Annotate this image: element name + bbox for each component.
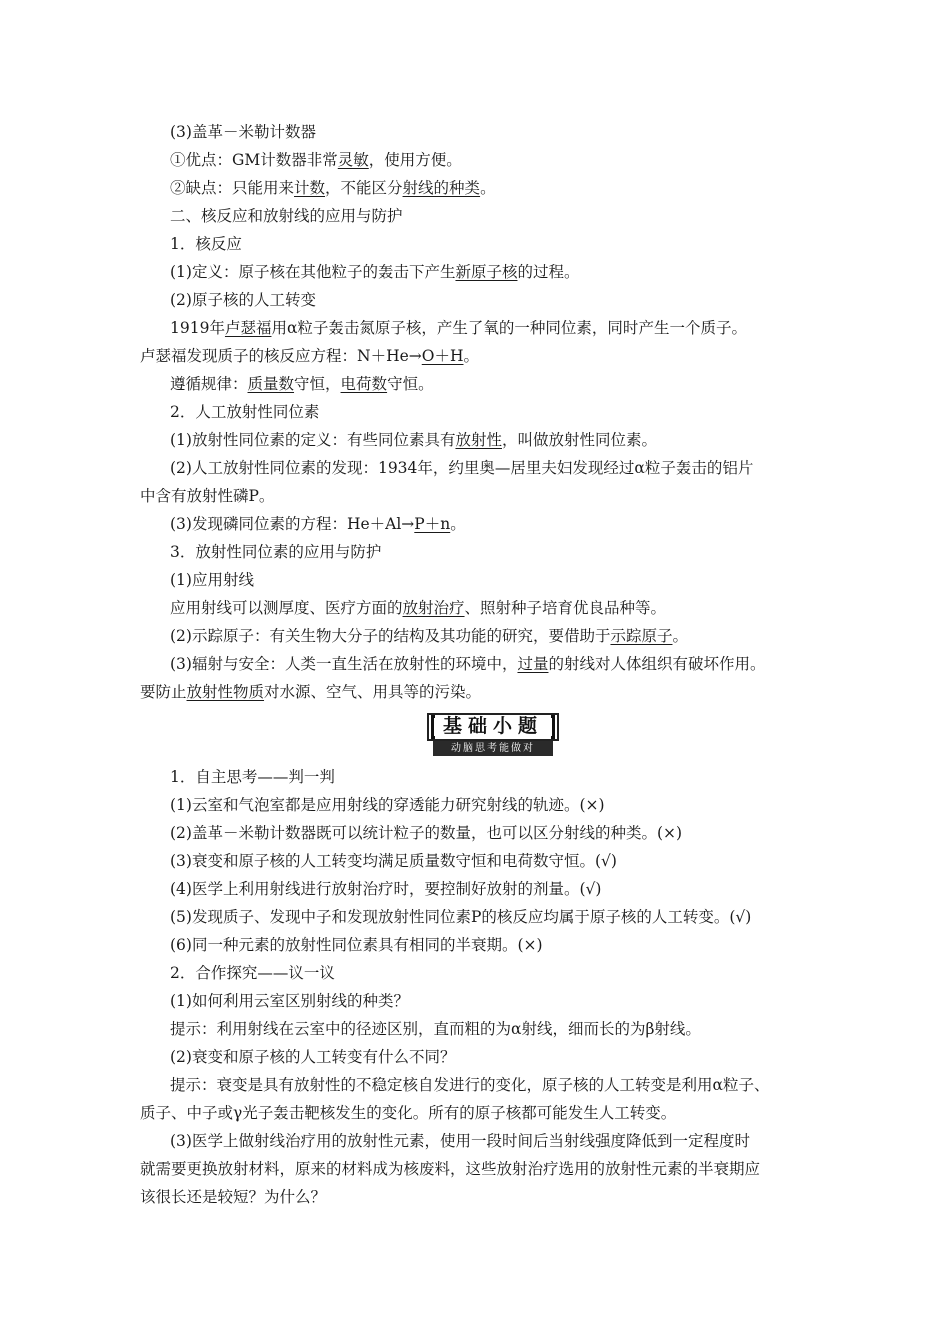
subheading-application: 3．放射性同位素的应用与防护 <box>170 543 382 561</box>
definition-line: (1)定义：原子核在其他粒子的轰击下产生新原子核的过程。 <box>170 263 580 281</box>
answer-2-line-1: 提示：衰变是具有放射性的不稳定核自发进行的变化，原子核的人工转变是利用α粒子、 <box>170 1076 770 1094</box>
blank-answer: 计数 <box>294 179 326 197</box>
geiger-counter-heading: (3)盖革－米勒计数器 <box>170 123 316 141</box>
quiz-item: (1)云室和气泡室都是应用射线的穿透能力研究射线的轨迹。(×) <box>170 796 605 814</box>
question-1: (1)如何利用云室区别射线的种类？ <box>170 992 409 1010</box>
quiz-item: (4)医学上利用射线进行放射治疗时，要控制好放射的剂量。(√) <box>170 880 602 898</box>
blank-answer: 灵敏 <box>337 151 369 169</box>
prevention-line: 要防止放射性物质对水源、空气、用具等的污染。 <box>140 683 482 701</box>
blank-answer: 过量 <box>517 655 549 673</box>
question-3-line-3: 该很长还是较短？为什么？ <box>140 1188 327 1206</box>
phosphorus-equation-line: (3)发现磷同位素的方程：He＋Al→P＋n。 <box>170 515 466 533</box>
blank-answer: 示踪原子 <box>610 627 673 645</box>
discovery-line-2: 中含有放射性磷P。 <box>140 487 275 505</box>
blank-answer: 卢瑟福 <box>224 319 272 337</box>
question-2: (2)衰变和原子核的人工转变有什么不同？ <box>170 1048 456 1066</box>
radiation-safety-line: (3)辐射与安全：人类一直生活在放射性的环境中，过量的射线对人体组织有破坏作用。 <box>170 655 766 673</box>
isotope-definition-line: (1)放射性同位素的定义：有些同位素具有放射性，叫做放射性同位素。 <box>170 431 657 449</box>
blank-answer: 放射性物质 <box>186 683 265 701</box>
subheading-isotopes: 2．人工放射性同位素 <box>170 403 320 421</box>
advantage-line: ①优点：GM计数器非常灵敏，使用方便。 <box>170 151 462 169</box>
blank-answer: 新原子核 <box>455 263 518 281</box>
blank-answer: 电荷数 <box>340 375 388 393</box>
blank-answer: 放射治疗 <box>402 599 465 617</box>
quiz-item: (2)盖革－米勒计数器既可以统计粒子的数量，也可以区分射线的种类。(×) <box>170 824 683 842</box>
banner-title: 基础小题 <box>442 715 543 737</box>
subheading-nuclear-reaction: 1．核反应 <box>170 235 242 253</box>
section-heading: 二、核反应和放射线的应用与防护 <box>170 207 403 225</box>
quiz-item: (3)衰变和原子核的人工转变均满足质量数守恒和电荷数守恒。(√) <box>170 852 617 870</box>
discovery-line-1: (2)人工放射性同位素的发现：1934年，约里奥—居里夫妇发现经过α粒子轰击的铝片 <box>170 459 754 477</box>
answer-1: 提示：利用射线在云室中的径迹区别，直而粗的为α射线，细而长的为β射线。 <box>170 1020 701 1038</box>
blank-answer: 放射性 <box>455 431 502 449</box>
quiz-item: (5)发现质子、发现中子和发现放射性同位素P的核反应均属于原子核的人工转变。(√) <box>170 908 752 926</box>
quiz-item: (6)同一种元素的放射性同位素具有相同的半衰期。(×) <box>170 936 543 954</box>
application-line: 应用射线可以测厚度、医疗方面的放射治疗、照射种子培育优良品种等。 <box>170 599 667 617</box>
tracer-line: (2)示踪原子：有关生物大分子的结构及其功能的研究，要借助于示踪原子。 <box>170 627 688 645</box>
blank-answer: O＋H <box>421 347 464 365</box>
question-3-line-1: (3)医学上做射线治疗用的放射性元素，使用一段时间后当射线强度降低到一定程度时 <box>170 1132 750 1150</box>
banner-subtitle: 动脑思考能做对 <box>451 743 535 754</box>
blank-answer: 射线的种类 <box>402 179 481 197</box>
quiz-heading-judge: 1．自主思考——判一判 <box>170 768 335 786</box>
blank-answer: 质量数 <box>247 375 295 393</box>
quiz-heading-discuss: 2．合作探究——议一议 <box>170 964 335 982</box>
reaction-equation-line: 卢瑟福发现质子的核反应方程：N＋He→O＋H。 <box>140 347 479 365</box>
artificial-transmutation-heading: (2)原子核的人工转变 <box>170 291 316 309</box>
question-3-line-2: 就需要更换放射材料，原来的材料成为核废料，这些放射治疗选用的放射性元素的半衰期应 <box>140 1160 761 1178</box>
application-heading: (1)应用射线 <box>170 571 254 589</box>
disadvantage-line: ②缺点：只能用来计数，不能区分射线的种类。 <box>170 179 496 197</box>
answer-2-line-2: 质子、中子或γ光子轰击靶核发生的变化。所有的原子核都可能发生人工转变。 <box>140 1104 677 1122</box>
conservation-law-line: 遵循规律：质量数守恒，电荷数守恒。 <box>170 375 434 393</box>
basic-questions-banner <box>427 713 559 757</box>
blank-answer: P＋n <box>414 515 451 533</box>
rutherford-line: 1919年卢瑟福用α粒子轰击氮原子核，产生了氧的一种同位素，同时产生一个质子。 <box>170 319 747 337</box>
